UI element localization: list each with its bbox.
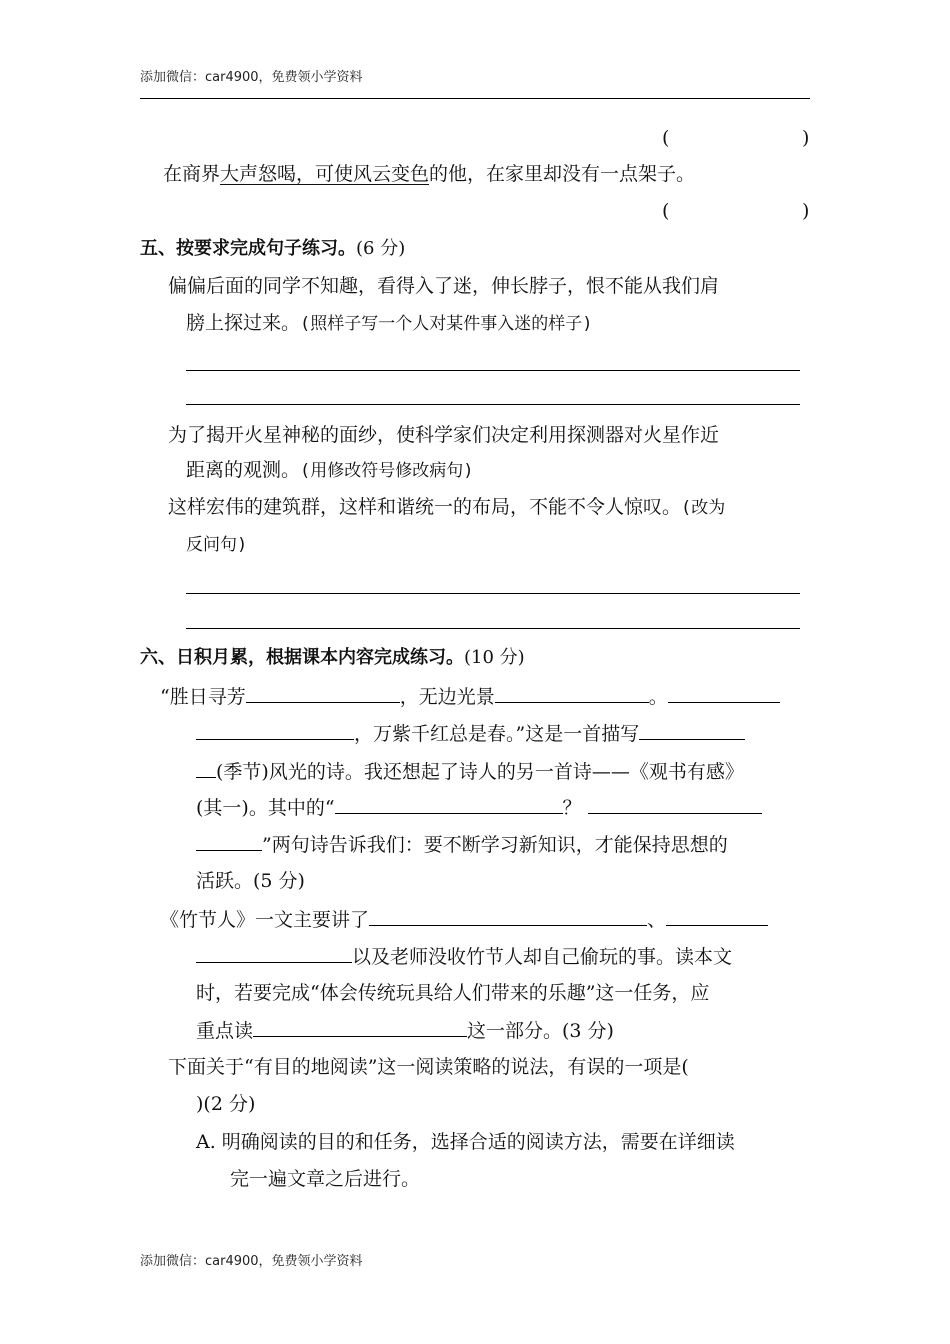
fill-blank[interactable] xyxy=(335,793,563,814)
fill-blank[interactable] xyxy=(253,1016,467,1037)
fill-blank[interactable] xyxy=(196,830,262,851)
fill-blank[interactable] xyxy=(196,942,352,963)
s6-p2-l4b: 这一部分。(3 分) xyxy=(467,1020,614,1042)
fill-blank[interactable] xyxy=(246,682,400,703)
answer-paren-right: ) xyxy=(802,127,810,149)
s6-p1-l1c: 。 xyxy=(648,686,668,708)
s6-p1-line2 xyxy=(196,719,745,747)
s6-p2-line1 xyxy=(160,905,768,933)
s5-q3-instruction-b: 反问句) xyxy=(186,535,248,555)
fill-blank[interactable] xyxy=(196,719,354,740)
s4-sentence-pre: 在商界 xyxy=(163,163,221,185)
section-5-title xyxy=(140,236,405,262)
s4-sentence-post: 的他，在家里却没有一点架子。 xyxy=(429,163,696,185)
fill-blank[interactable] xyxy=(639,719,745,740)
s6-p1-l5: ”两句诗告诉我们：要不断学习新知识，才能保持思想的 xyxy=(262,834,728,856)
fill-blank[interactable] xyxy=(588,793,762,814)
answer-paren-left: ( xyxy=(662,127,670,149)
s5-q2-line2 xyxy=(186,457,474,484)
section-6-title-text: 六、日积月累，根据课本内容完成练习。 xyxy=(140,647,464,668)
header-rule xyxy=(140,98,810,99)
s6-p1-l4a: (其一)。其中的“ xyxy=(196,797,335,819)
s6-p2-l2: 以及老师没收竹节人却自己偷玩的事。读本文 xyxy=(352,946,733,968)
section-6-points: (10 分) xyxy=(464,647,525,668)
s6-p2-line2 xyxy=(196,942,732,970)
s5-q2-line1: 为了揭开火星神秘的面纱，使科学家们决定利用探测器对火星作近 xyxy=(168,424,720,446)
page-header: 添加微信：car4900，免费领小学资料 xyxy=(140,70,363,85)
section-5-title-text: 五、按要求完成句子练习。 xyxy=(140,238,356,259)
section-6-title xyxy=(140,645,525,671)
s5-q1-text: 膀上探过来。 xyxy=(186,312,301,334)
s4-underlined-phrase: 大声怒喝，可使风云变色 xyxy=(220,163,430,185)
s5-q1-line2 xyxy=(186,310,593,337)
s6-p1-line3 xyxy=(196,757,744,785)
answer-paren-right: ) xyxy=(802,200,810,222)
s6-p2-l1b: 、 xyxy=(647,909,667,931)
answer-paren-left: ( xyxy=(662,200,670,222)
page-footer: 添加微信：car4900，免费领小学资料 xyxy=(140,1254,363,1269)
s5-q2-text: 距离的观测。 xyxy=(186,459,301,481)
s4-sentence xyxy=(163,161,695,187)
s6-option-a-line1: A. 明确阅读的目的和任务，选择合适的阅读方法，需要在详细读 xyxy=(196,1131,735,1153)
s6-p3-line1: 下面关于“有目的地阅读”这一阅读策略的说法，有误的一项是( xyxy=(168,1056,689,1078)
s6-option-a-line2: 完一遍文章之后进行。 xyxy=(230,1168,421,1190)
s6-p1-l3: (季节)风光的诗。我还想起了诗人的另一首诗——《观书有感》 xyxy=(216,761,744,783)
answer-line[interactable] xyxy=(186,628,800,629)
s5-q3-text: 这样宏伟的建筑群，这样和谐统一的布局，不能不令人惊叹。 xyxy=(168,496,682,518)
s6-p1-l1a: “胜日寻芳 xyxy=(160,686,246,708)
fill-blank[interactable] xyxy=(495,682,649,703)
fill-blank[interactable] xyxy=(668,682,780,703)
s6-p2-l4a: 重点读 xyxy=(196,1020,254,1042)
s6-p1-line4 xyxy=(196,793,762,821)
answer-line[interactable] xyxy=(186,404,800,405)
s6-p2-line4 xyxy=(196,1016,614,1044)
fill-blank[interactable] xyxy=(196,757,216,778)
s5-q2-instruction: (用修改符号修改病句) xyxy=(300,461,474,481)
s6-p2-line3: 时，若要完成“体会传统玩具给人们带来的乐趣”这一任务，应 xyxy=(196,982,710,1004)
s5-q1-line1: 偏偏后面的同学不知趣，看得入了迷，伸长脖子，恨不能从我们肩 xyxy=(168,275,720,297)
answer-line[interactable] xyxy=(186,593,800,594)
s6-p3-line2: )(2 分) xyxy=(196,1093,256,1115)
s5-q3-instruction-a: (改为 xyxy=(681,498,726,518)
s5-q3-line1 xyxy=(168,494,725,521)
s6-p1-line5 xyxy=(196,830,728,858)
section-5-points: (6 分) xyxy=(356,238,406,259)
s6-p1-line1 xyxy=(160,682,780,710)
s5-q1-instruction: (照样子写一个人对某件事入迷的样子) xyxy=(300,314,593,334)
fill-blank[interactable] xyxy=(666,905,768,926)
s6-p1-l4b: ？ xyxy=(562,797,582,819)
fill-blank[interactable] xyxy=(369,905,647,926)
s6-p1-line6: 活跃。(5 分) xyxy=(196,870,305,892)
answer-line[interactable] xyxy=(186,370,800,371)
s6-p1-l1b: ，无边光景 xyxy=(399,686,495,708)
s6-p2-l1a: 《竹节人》一文主要讲了 xyxy=(160,909,370,931)
s6-p1-l2a: ，万紫千红总是春。”这是一首描写 xyxy=(354,723,640,745)
